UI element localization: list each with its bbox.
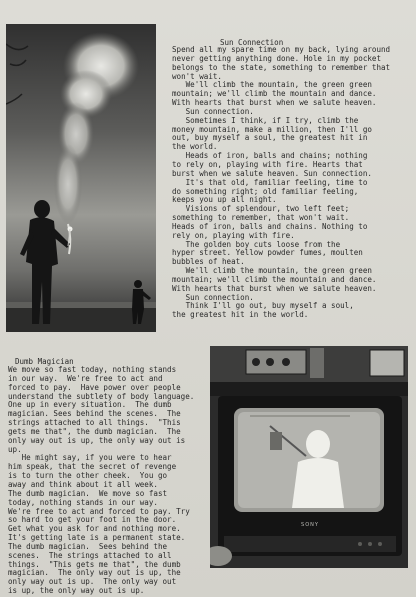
lyric-sun-line: do something right; old familiar feeling, <box>172 186 359 196</box>
lyric-sun-line: burst when we salute heaven. Sun connection. <box>172 168 372 178</box>
lyric-dumb-line: scenes. The strings attached to all <box>8 550 172 560</box>
lyric-dumb-line: forced to pay. Have power over people <box>8 382 181 392</box>
lyric-sun-line: bubbles of heat. <box>172 257 245 267</box>
lyric-sun-line: Sun connection. <box>172 106 254 116</box>
lyric-sun-line: mountain; we'll climb the mountain and dance. <box>172 89 377 99</box>
lyric-dumb-line: magician. The only way out is up, the <box>8 568 181 578</box>
lyric-sun-line: the greatest hit in the world. <box>172 310 309 320</box>
lyric-dumb-line: The dumb magician. We move so fast <box>8 488 168 498</box>
lyric-sun-line: mountain; we'll climb the mountain and dance. <box>172 274 377 284</box>
lyric-dumb-line: We're free to act and forced to pay. Try <box>8 506 190 516</box>
photo-figure-smoke <box>6 24 156 332</box>
lyric-dumb-line: is to turn the other cheek. You go <box>8 471 168 481</box>
lyric-sun-line: The golden boy cuts loose from the <box>172 239 341 249</box>
lyric-dumb-line: He might say, if you were to hear <box>8 453 172 463</box>
lyric-dumb-line: magician. Sees behind the scenes. The <box>8 409 181 419</box>
photo-studio-monitor-art <box>210 346 408 568</box>
lyric-dumb-line: things. "This gets me that", the dumb <box>8 559 181 569</box>
lyric-dumb-line: Get what you ask for and nothing more. <box>8 524 181 534</box>
photo-figure-smoke-art <box>6 24 156 332</box>
lyric-sun-line: Sometimes I think, if I try, climb the <box>172 115 359 125</box>
lyric-dumb-line: away and think about it all week. <box>8 479 158 489</box>
lyric-sun-line: out, buy myself a soul, the greatest hit in <box>172 133 368 143</box>
song-title-sun-connection: Sun Connection <box>220 38 284 47</box>
photo-studio-monitor <box>210 346 408 568</box>
lyric-sun-line: won't wait. <box>172 71 222 81</box>
lyric-dumb-line: understand the subtlety of body language. <box>8 391 195 401</box>
lyric-sun-line: With hearts that burst when we salute heaven. <box>172 98 377 108</box>
lyric-dumb-line: One up in every situation. The dumb <box>8 400 172 410</box>
lyric-dumb-line: only way out is up, the only way out is <box>8 435 186 445</box>
lyric-sun-line: something to remember, that won't wait. <box>172 213 350 223</box>
lyric-sun-line: to rely on, playing with fire. Hearts that <box>172 159 363 169</box>
lyric-dumb-line: It's getting late is a permanent state. <box>8 533 186 543</box>
lyric-sun-line: Sun connection. <box>172 292 254 302</box>
lyric-sun-line: Heads of iron, balls and chains; nothing <box>172 151 368 161</box>
lyric-dumb-line: so hard to get your foot in the door. <box>8 515 177 525</box>
lyric-sun-line: rely on, playing with fire. <box>172 230 295 240</box>
lyric-sun-line: Visions of splendour, two left feet; <box>172 204 350 214</box>
lyric-dumb-line: in our way. We're free to act and <box>8 373 163 383</box>
lyric-sun-line: We'll climb the mountain, the green green <box>172 80 372 90</box>
lyric-sun-line: It's that old, familiar feeling, time to <box>172 177 368 187</box>
lyric-sun-line: money mountain, make a million, then I'll go <box>172 124 372 134</box>
lyric-sun-line: hyper street. Yellow powder fumes, moulten <box>172 248 363 258</box>
lyric-sun-line: With hearts that burst when we salute heaven. <box>172 283 377 293</box>
lyric-sun-line: never getting anything done. Hole in my pocket <box>172 53 382 63</box>
lyrics-sun-connection <box>172 46 390 320</box>
song-title-dumb-magician: Dumb Magician <box>15 357 74 366</box>
lyric-dumb-line: strings attached to all things. "This <box>8 418 181 428</box>
lyric-dumb-line: only way out is up. The only way out <box>8 577 177 587</box>
lyric-sun-line: the world. <box>172 142 218 152</box>
lyric-dumb-line: We move so fast today, nothing stands <box>8 365 177 374</box>
lyric-dumb-line: The dumb magician. Sees behind the <box>8 541 168 551</box>
lyrics-dumb-magician <box>8 366 194 596</box>
lyric-sun-line: We'll climb the mountain, the green green <box>172 266 372 276</box>
lyric-sun-line: Think I'll go out, buy myself a soul, <box>172 301 354 311</box>
lyric-dumb-line: him speak, that the secret of revenge <box>8 462 177 472</box>
lyric-dumb-line: is up, the only way out is up. <box>8 586 145 596</box>
monitor-brand-label: SONY <box>301 522 319 528</box>
lyric-dumb-line: today, nothing stands in our way. <box>8 497 158 507</box>
lyric-sun-line: keeps you up all night. <box>172 195 277 205</box>
lyric-dumb-line: up. <box>8 444 22 454</box>
lyric-sun-line: Spend all my spare time on my back, lying around <box>172 45 391 54</box>
lyric-sun-line: belongs to the state, something to remember that <box>172 62 391 72</box>
lyric-dumb-line: gets me that", the dumb magician. The <box>8 426 181 436</box>
lyric-sun-line: Heads of iron, balls and chains. Nothing to <box>172 221 368 231</box>
